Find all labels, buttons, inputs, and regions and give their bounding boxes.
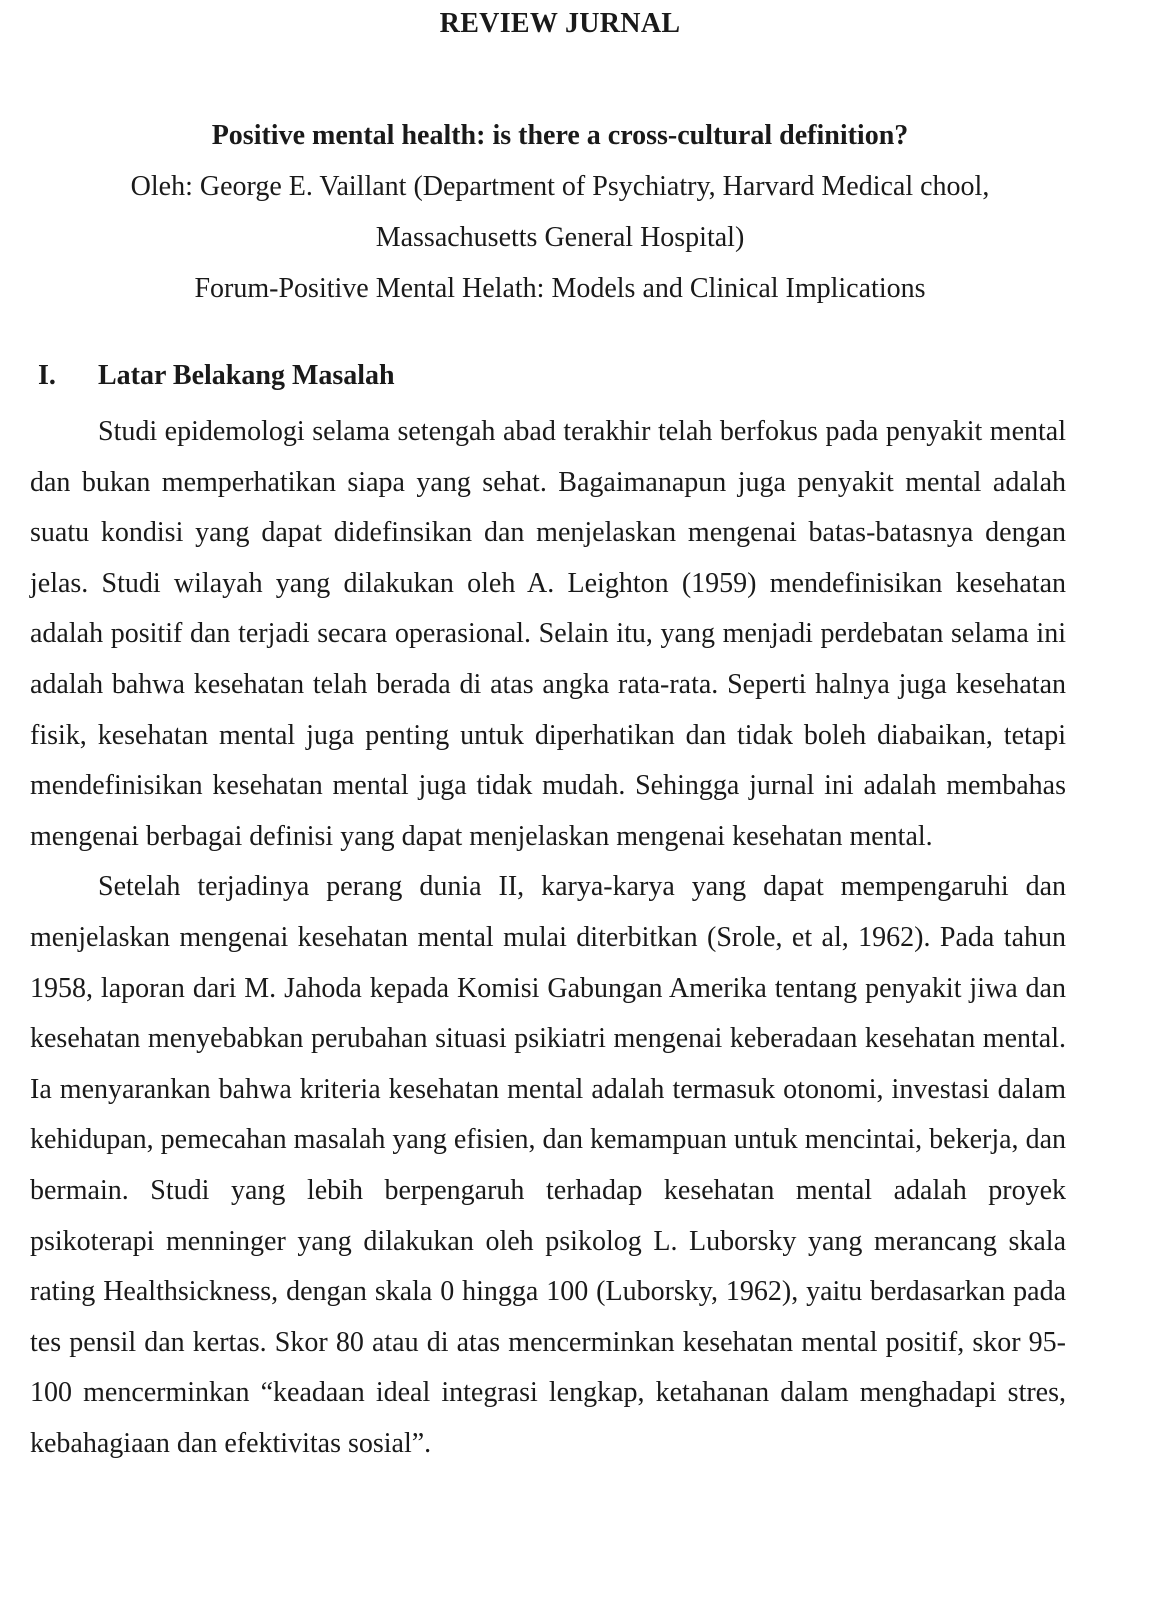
article-title: Positive mental health: is there a cross-cultural definition?: [211, 120, 909, 151]
paragraph-1: Studi epidemologi selama setengah abad terakhir telah berfokus pada penyakit mental dan bukan memperhatikan siapa yang sehat. Bagaimanapun juga penyakit mental adalah suatu kondisi yang dapat didefinsikan dan menjelaskan mengenai batas-batasnya dengan jelas. Studi wilayah yang dilakukan oleh A. Leighton (1959) mendefinisikan kesehatan adalah positif dan terjadi secara operasional. Selain itu, yang menjadi perdebatan selama ini adalah bahwa kesehatan telah berada di atas angka rata-rata. Seperti halnya juga kesehatan fisik, kesehatan mental juga penting untuk diperhatikan dan tidak boleh diabaikan, tetapi mendefinisikan kesehatan mental juga tidak mudah. Sehingga jurnal ini adalah membahas mengenai berbagai definisi yang dapat menjelaskan mengenai kesehatan mental.: [30, 416, 1066, 852]
section-number: I.: [38, 360, 56, 391]
section-heading: [38, 360, 395, 392]
forum-line: Forum-Positive Mental Helath: Models and Clinical Implications: [194, 273, 926, 304]
section-heading-text: Latar Belakang Masalah: [98, 360, 395, 391]
body-text: [30, 407, 1066, 1469]
author-line-2: Massachusetts General Hospital): [375, 222, 745, 253]
article-header: [0, 110, 1120, 314]
document-title: REVIEW JURNAL: [439, 8, 681, 39]
author-line-1: Oleh: George E. Vaillant (Department of Psychiatry, Harvard Medical chool,: [130, 171, 990, 202]
paragraph-2: Setelah terjadinya perang dunia II, karya-karya yang dapat mempengaruhi dan menjelaskan mengenai kesehatan mental mulai diterbitkan (Srole, et al, 1962). Pada tahun 1958, laporan dari M. Jahoda kepada Komisi Gabungan Amerika tentang penyakit jiwa dan kesehatan menyebabkan perubahan situasi psikiatri mengenai keberadaan kesehatan mental. Ia menyarankan bahwa kriteria kesehatan mental adalah termasuk otonomi, investasi dalam kehidupan, pemecahan masalah yang efisien, dan kemampuan untuk mencintai, bekerja, dan bermain. Studi yang lebih berpengaruh terhadap kesehatan mental adalah proyek psikoterapi menninger yang dilakukan oleh psikolog L. Luborsky yang merancang skala rating Healthsickness, dengan skala 0 hingga 100 (Luborsky, 1962), yaitu berdasarkan pada tes pensil dan kertas. Skor 80 atau di atas mencerminkan kesehatan mental positif, skor 95-100 mencerminkan “keadaan ideal integrasi lengkap, ketahanan dalam menghadapi stres, kebahagiaan dan efektivitas sosial”.: [30, 871, 1066, 1459]
